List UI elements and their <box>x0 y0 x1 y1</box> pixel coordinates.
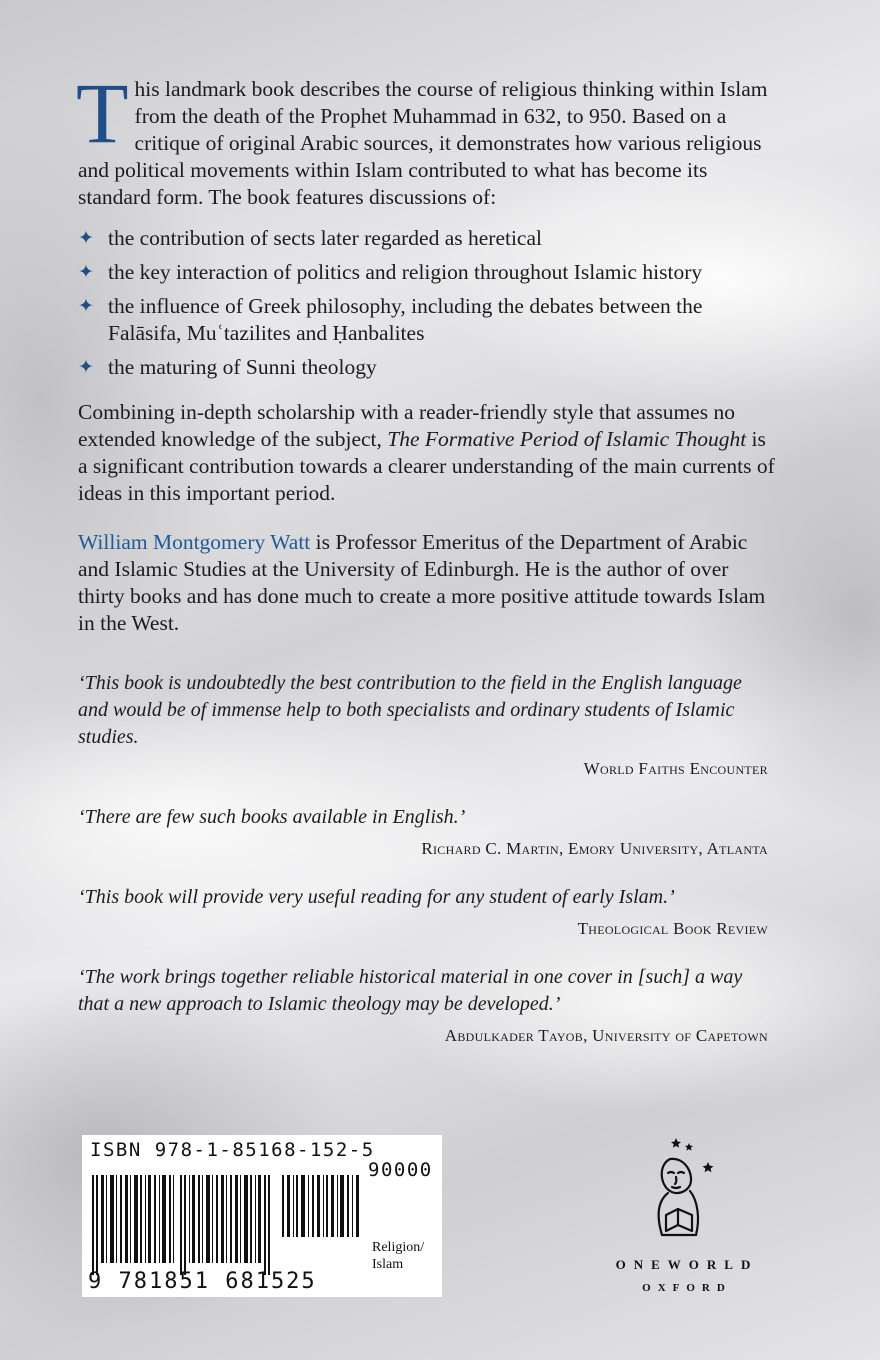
quote-text: ‘This book will provide very useful reading for any student of early Islam.’ <box>78 886 675 908</box>
ean-barcode-icon <box>92 1175 278 1275</box>
star-bullet-icon: ✦ <box>78 296 94 317</box>
quote-source: World Faiths Encounter <box>583 759 768 778</box>
quote-source: Abdulkader Tayob, University of Capetown <box>444 1026 768 1045</box>
quote-source: Richard C. Martin, Emory University, Atlanta <box>421 839 768 858</box>
intro-text: his landmark book describes the course of religious thinking within Islam from the death of the Prophet Muhammad in 632, to 950. Based on a critique of original Arabic sources, it demonstrates how various religious and political movements within Islam contributed to what has become its standard form. The book features discussions of: <box>78 77 768 209</box>
author-name: William Montgomery Watt <box>78 530 311 554</box>
drop-cap: T <box>76 65 129 161</box>
publisher-name: ONEWORLD <box>615 1257 759 1272</box>
review-quote <box>78 670 768 782</box>
star-bullet-icon: ✦ <box>78 262 94 283</box>
author-paragraph <box>78 529 778 637</box>
quote-text: ‘There are few such books available in English.’ <box>78 806 466 828</box>
intro-paragraph <box>76 65 778 211</box>
isbn-label: ISBN 978-1-85168-152-5 <box>90 1139 375 1161</box>
oneworld-reader-logo-icon <box>640 1135 730 1250</box>
review-quote <box>78 884 768 942</box>
category-label: Religion/ Islam <box>372 1240 425 1272</box>
star-bullet-icon: ✦ <box>78 228 94 249</box>
book-title: The Formative Period of Islamic Thought <box>387 427 747 451</box>
author-bio: is Professor Emeritus of the Department of Arabic and Islamic Studies at the University of Edinburgh. He is the author of over thirty books and has done much to create a more positive attitude towards Islam in the West. <box>78 530 766 635</box>
feature-list <box>78 225 778 381</box>
publisher-city: OXFORD <box>642 1282 732 1294</box>
list-item: ✦ the maturing of Sunni theology <box>78 355 377 379</box>
quote-text: ‘This book is undoubtedly the best contribution to the field in the English language and would be of immense help to both specialists and ordinary students of Islamic studies. <box>78 672 742 748</box>
star-bullet-icon: ✦ <box>78 357 94 378</box>
quote-text: ‘The work brings together reliable historical material in one cover in [such] a way that a new approach to Islamic theology may be developed.’ <box>78 966 743 1015</box>
summary-paragraph: Combining in-depth scholarship with a reader-friendly style that assumes no extended knowledge of the subject, The Formative Period of Islamic Thought is a significant contribution towards a clearer understanding of the main currents of ideas in this important period. <box>78 400 775 505</box>
isbn-barcode <box>82 1135 442 1297</box>
blurb <box>76 65 778 637</box>
review-quote <box>78 804 768 862</box>
list-item: ✦ the contribution of sects later regarded as heretical <box>78 226 542 250</box>
review-quote <box>78 964 768 1049</box>
list-item: ✦ the influence of Greek philosophy, including the debates between the Falāsifa, Muʿtazilites and Ḥanbalites <box>78 294 703 345</box>
price-code: 90000 <box>368 1159 433 1181</box>
reviews <box>78 670 768 1071</box>
addon-barcode-icon <box>282 1175 366 1237</box>
barcode-digits: 9 781851 681525 <box>88 1269 317 1294</box>
list-item: ✦ the key interaction of politics and religion throughout Islamic history <box>78 260 703 284</box>
quote-source: Theological Book Review <box>577 919 768 938</box>
